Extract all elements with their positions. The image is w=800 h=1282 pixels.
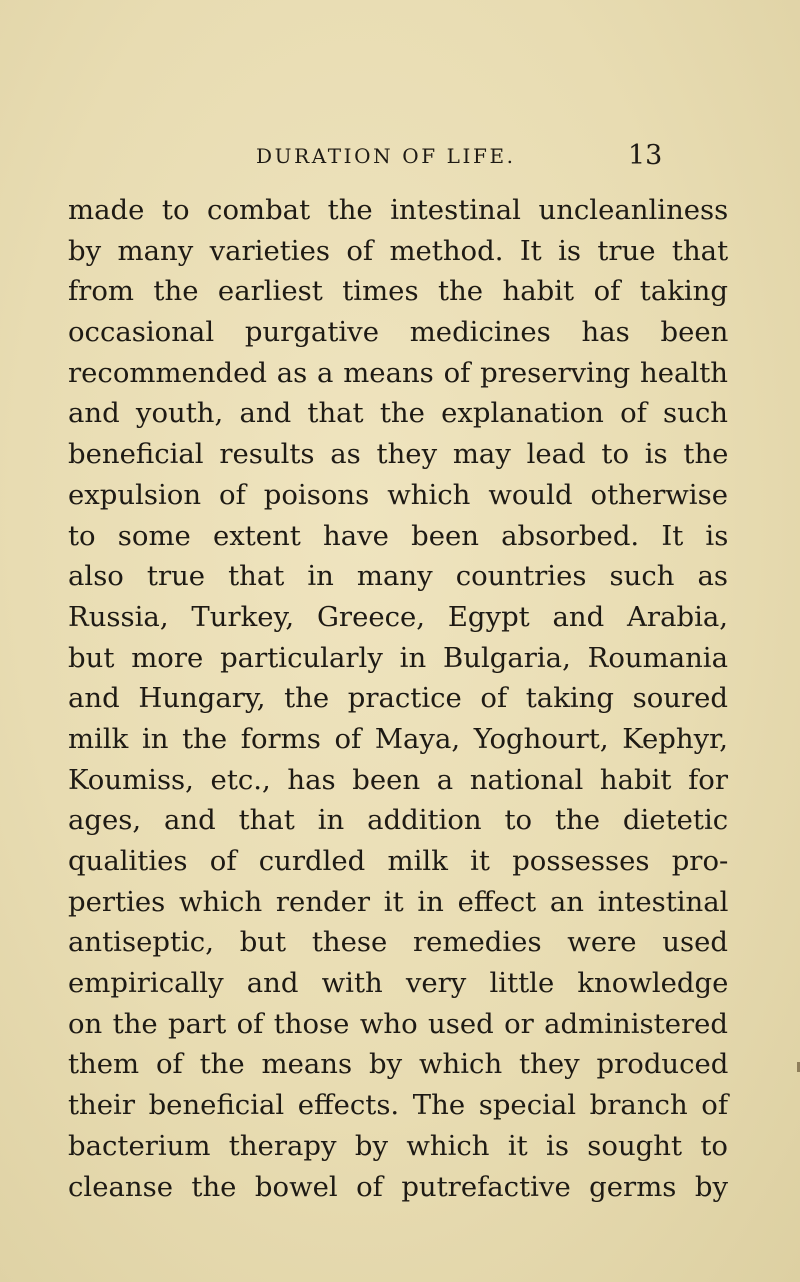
text-line: their beneficial effects. The special branch of <box>68 1089 728 1122</box>
running-title: DURATION OF LIFE. <box>256 144 516 168</box>
text-line: occasional purgative medicines has been <box>68 316 729 349</box>
text-line: and Hungary, the practice of taking soured <box>68 682 728 715</box>
text-line: qualities of curdled milk it possesses pro- <box>68 845 729 877</box>
text-line: and youth, and that the explanation of such <box>68 397 728 430</box>
text-line: beneficial results as they may lead to is the <box>68 438 729 471</box>
text-line: also true that in many countries such as <box>68 560 728 593</box>
text-line: milk in the forms of Maya, Yoghourt, Kephyr, <box>68 722 728 755</box>
text-line: to some extent have been absorbed. It is <box>68 519 729 552</box>
text-line: recommended as a means of preserving health <box>68 356 728 389</box>
text-line: Koumiss, etc., has been a national habit for <box>68 763 728 796</box>
text-line: empirically and with very little knowledge <box>68 967 729 1000</box>
text-line: but more particularly in Bulgaria, Roumania <box>68 641 728 674</box>
text-line: antiseptic, but these remedies were used <box>68 926 728 959</box>
text-line: expulsion of poisons which would otherwise <box>68 478 728 511</box>
page-number: 13 <box>628 140 663 171</box>
text-line: Russia, Turkey, Greece, Egypt and Arabia, <box>68 600 728 633</box>
text-line: on the part of those who used or administered <box>68 1007 728 1040</box>
text-line: ages, and that in addition to the dietetic <box>68 804 729 837</box>
running-head <box>0 138 800 174</box>
text-line: cleanse the bowel of putrefactive germs by <box>68 1170 728 1203</box>
text-line: perties which render it in effect an intestinal <box>68 885 729 918</box>
body-paragraph <box>68 190 728 1207</box>
text-line: them of the means by which they produced <box>68 1048 729 1081</box>
text-line: from the earliest times the habit of taking <box>68 275 728 308</box>
text-line: bacterium therapy by which it is sought to <box>68 1129 728 1162</box>
text-line: by many varieties of method. It is true that <box>68 234 729 267</box>
text-line: made to combat the intestinal uncleanliness <box>68 194 729 226</box>
